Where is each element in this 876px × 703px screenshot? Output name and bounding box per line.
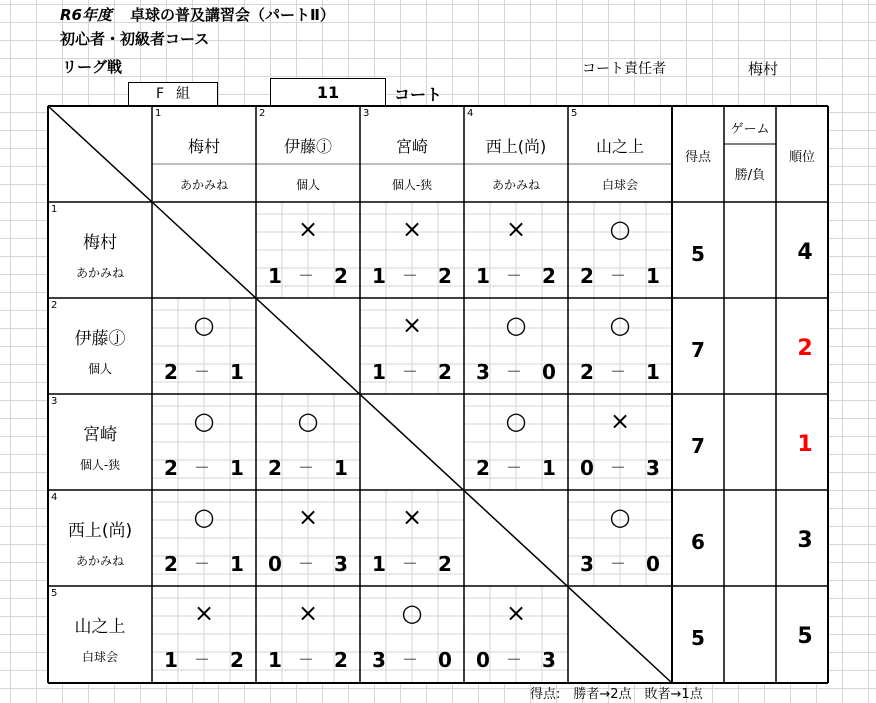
match-score-own: 1 [372, 552, 386, 576]
match-score-dash: － [298, 554, 315, 573]
match-score-opponent: 0 [646, 552, 660, 576]
match-score-opponent: 3 [334, 552, 348, 576]
match-score-dash: － [506, 458, 523, 477]
row-points: 7 [691, 338, 705, 362]
match-result-mark: × [193, 599, 215, 627]
header-player-name: 西上(尚) [485, 137, 547, 156]
match-score-own: 2 [580, 264, 594, 288]
match-score-opponent: 3 [646, 456, 660, 480]
match-score-own: 1 [372, 264, 386, 288]
header-player-number: 5 [571, 108, 578, 119]
match-score-opponent: 2 [542, 264, 556, 288]
header-player-name: 伊藤ⓙ [283, 137, 332, 156]
year-label: R6年度 [60, 6, 112, 24]
match-score-dash: － [194, 458, 211, 477]
match-score-dash: － [610, 362, 627, 381]
header-player-club: あかみね [179, 178, 228, 192]
match-result-mark: × [297, 215, 319, 243]
row-player-club: あかみね [75, 266, 124, 280]
match-score-dash: － [402, 362, 419, 381]
match-score-opponent: 1 [334, 456, 348, 480]
match-score-opponent: 0 [438, 648, 452, 672]
match-result-mark: × [297, 503, 319, 531]
match-score-own: 0 [476, 648, 490, 672]
row-player-club: あかみね [75, 554, 124, 568]
header-player-number: 1 [155, 108, 162, 119]
match-score-own: 3 [372, 648, 386, 672]
match-result-mark: ○ [193, 311, 215, 339]
match-score-dash: － [610, 554, 627, 573]
match-score-dash: － [402, 650, 419, 669]
header-player-club: 個人-狭 [391, 178, 433, 192]
row-player-name: 西上(尚) [67, 521, 133, 541]
match-score-own: 2 [580, 360, 594, 384]
header-player-number: 2 [259, 108, 266, 119]
match-result-mark: × [297, 599, 319, 627]
row-player-number: 4 [51, 492, 58, 503]
match-result-mark: × [401, 215, 423, 243]
match-score-dash: － [402, 266, 419, 285]
match-score-opponent: 2 [438, 264, 452, 288]
row-rank: 3 [797, 528, 813, 553]
match-score-opponent: 3 [542, 648, 556, 672]
match-score-own: 1 [268, 648, 282, 672]
header-player-name: 梅村 [187, 137, 220, 156]
match-score-own: 2 [476, 456, 490, 480]
row-points: 6 [691, 530, 705, 554]
match-result-mark: × [401, 311, 423, 339]
match-result-mark: ○ [609, 503, 631, 531]
match-score-opponent: 0 [542, 360, 556, 384]
match-score-own: 1 [372, 360, 386, 384]
row-player-name: 伊藤ⓙ [74, 329, 126, 349]
match-score-opponent: 2 [438, 552, 452, 576]
row-player-club: 白球会 [81, 650, 118, 664]
match-score-opponent: 1 [646, 264, 660, 288]
row-player-club: 個人-狭 [79, 458, 121, 472]
header-player-number: 3 [363, 108, 370, 119]
match-result-mark: ○ [193, 407, 215, 435]
match-score-dash: － [506, 650, 523, 669]
scoring-footnote: 得点: 勝者→2点 敗者→1点 [530, 687, 703, 702]
row-rank: 5 [797, 624, 813, 649]
match-score-opponent: 1 [542, 456, 556, 480]
match-result-mark: ○ [401, 599, 423, 627]
points-column-header: 得点 [684, 150, 711, 165]
row-player-number: 1 [51, 204, 58, 215]
game-column-header: ゲーム [730, 122, 770, 137]
court-manager-name: 梅村 [748, 60, 779, 78]
row-player-name: 梅村 [83, 233, 117, 253]
court-label: コート [394, 85, 443, 104]
row-player-number: 2 [51, 300, 58, 311]
match-score-own: 2 [268, 456, 282, 480]
match-score-opponent: 2 [334, 264, 348, 288]
header-player-club: 白球会 [601, 178, 638, 192]
match-score-own: 1 [268, 264, 282, 288]
league-label: リーグ戦 [62, 58, 123, 76]
match-result-mark: × [505, 599, 527, 627]
match-score-own: 1 [476, 264, 490, 288]
header-player-name: 山之上 [595, 137, 644, 156]
match-score-own: 3 [580, 552, 594, 576]
row-points: 5 [691, 242, 705, 266]
match-score-dash: － [610, 266, 627, 285]
row-player-name: 宮崎 [83, 425, 117, 445]
match-score-dash: － [506, 266, 523, 285]
match-score-dash: － [194, 554, 211, 573]
match-score-dash: － [194, 650, 211, 669]
match-score-opponent: 1 [230, 360, 244, 384]
match-result-mark: ○ [609, 311, 631, 339]
row-player-club: 個人 [87, 362, 112, 376]
event-title: 卓球の普及講習会（パートⅡ） [130, 6, 335, 24]
match-score-opponent: 1 [646, 360, 660, 384]
match-result-mark: × [505, 215, 527, 243]
match-score-dash: － [506, 362, 523, 381]
header-player-number: 4 [467, 108, 474, 119]
match-score-own: 0 [268, 552, 282, 576]
match-score-own: 2 [164, 552, 178, 576]
match-result-mark: ○ [505, 407, 527, 435]
header-player-name: 宮崎 [395, 137, 428, 156]
rank-column-header: 順位 [788, 150, 815, 165]
row-points: 7 [691, 434, 705, 458]
match-score-dash: － [298, 266, 315, 285]
match-score-dash: － [402, 554, 419, 573]
match-score-opponent: 2 [230, 648, 244, 672]
course-title: 初心者・初級者コース [60, 30, 210, 48]
row-player-name: 山之上 [74, 617, 126, 637]
match-score-own: 1 [164, 648, 178, 672]
match-score-dash: － [194, 362, 211, 381]
match-score-own: 2 [164, 360, 178, 384]
court-number-box: 11 [270, 78, 386, 106]
match-score-opponent: 2 [334, 648, 348, 672]
match-result-mark: × [401, 503, 423, 531]
match-result-mark: ○ [505, 311, 527, 339]
row-rank: 1 [797, 432, 813, 457]
win-loss-column-header: 勝/負 [734, 168, 766, 183]
match-score-opponent: 1 [230, 552, 244, 576]
row-player-number: 5 [51, 588, 58, 599]
court-manager-label: コート責任者 [582, 61, 666, 77]
row-player-number: 3 [51, 396, 58, 407]
match-score-own: 2 [164, 456, 178, 480]
match-score-opponent: 2 [438, 360, 452, 384]
match-score-dash: － [298, 458, 315, 477]
match-result-mark: ○ [297, 407, 319, 435]
header-player-club: あかみね [491, 178, 540, 192]
group-suffix: 組 [176, 86, 191, 102]
row-rank: 4 [797, 240, 813, 265]
match-result-mark: ○ [193, 503, 215, 531]
match-score-dash: － [610, 458, 627, 477]
match-result-mark: × [609, 407, 631, 435]
match-score-own: 3 [476, 360, 490, 384]
group-letter: F [155, 86, 165, 102]
match-result-mark: ○ [609, 215, 631, 243]
match-score-dash: － [298, 650, 315, 669]
row-rank: 2 [797, 336, 813, 361]
row-points: 5 [691, 626, 705, 650]
match-score-opponent: 1 [230, 456, 244, 480]
header-player-club: 個人 [295, 178, 320, 192]
match-score-own: 0 [580, 456, 594, 480]
